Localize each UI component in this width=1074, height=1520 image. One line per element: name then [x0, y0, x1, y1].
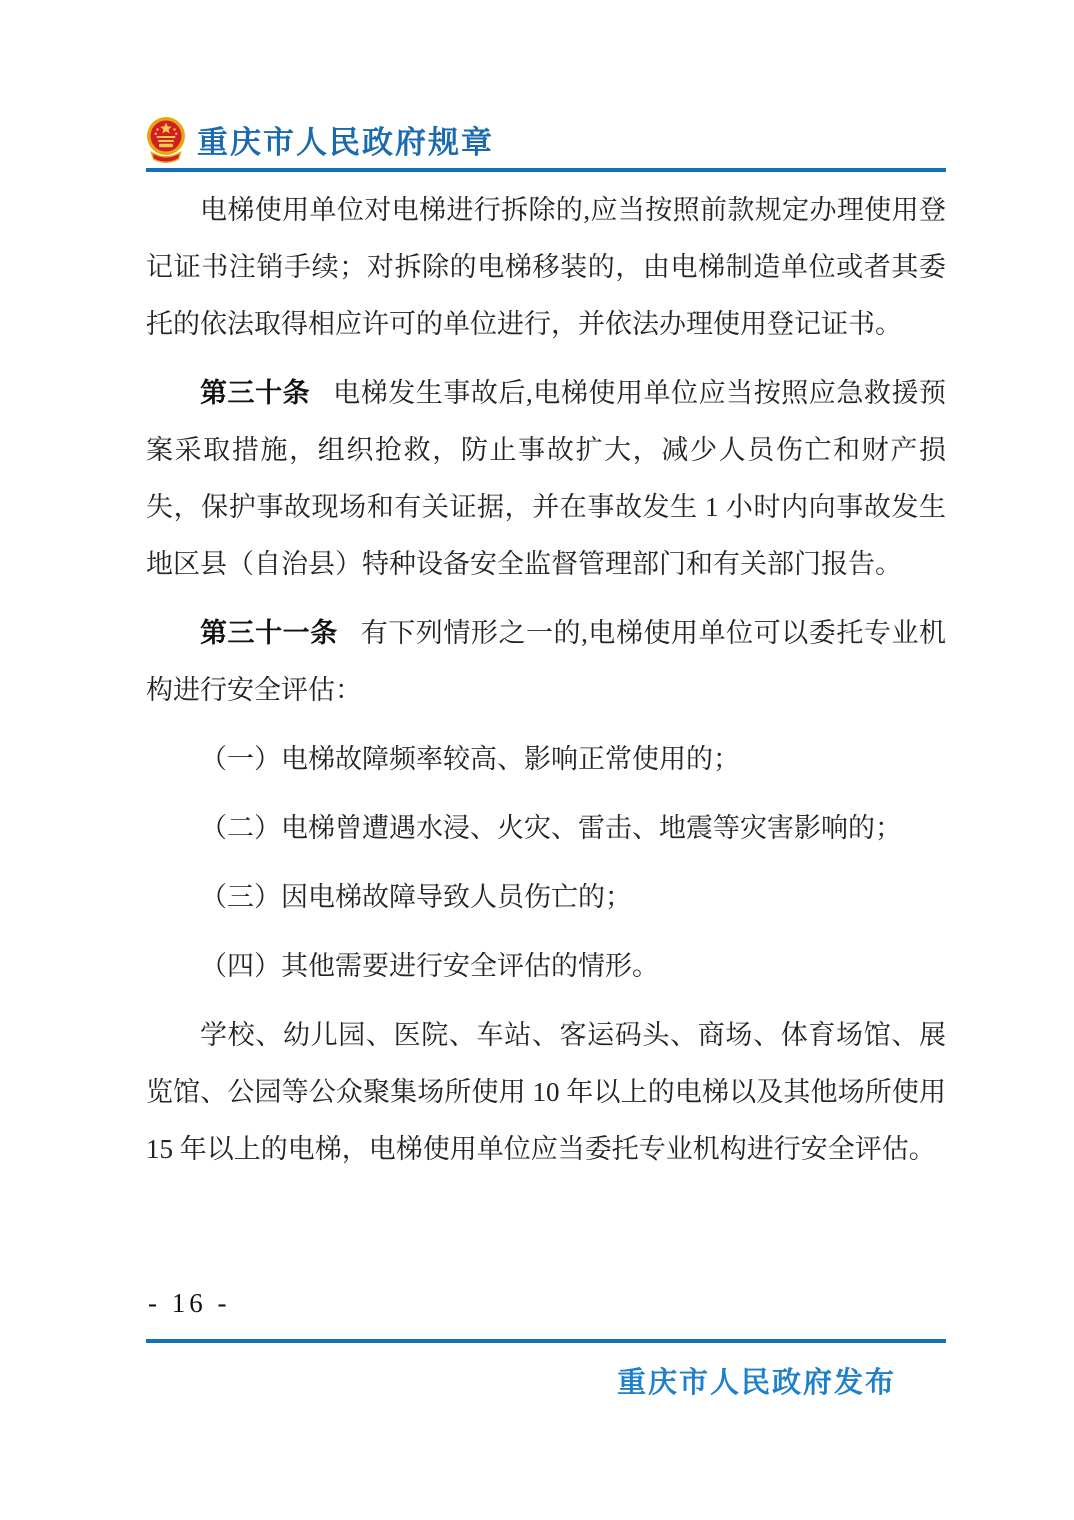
- paragraph: [146, 182, 946, 353]
- list-item: [146, 800, 946, 857]
- list-item-text: （四）其他需要进行安全评估的情形。: [200, 951, 659, 981]
- article-paragraph: [146, 365, 946, 593]
- national-emblem-icon: [146, 116, 186, 163]
- publisher-label: 重庆市人民政府发布: [616, 1367, 896, 1399]
- paragraph-text: 电梯发生事故后,电梯使用单位应当按照应急救援预案采取措施，组织抢救，防止事故扩大，减少人员伤亡和财产损失，保护事故现场和有关证据，并在事故发生 1 小时内向事故发生地区县（自治县）特种设备安全监督管理部门和有关部门报告。: [146, 378, 947, 579]
- list-item: [146, 869, 946, 926]
- page-number: - 16 -: [148, 1288, 231, 1318]
- article-number: 第三十一条: [200, 618, 338, 648]
- paragraph: [146, 1007, 946, 1178]
- list-item-text: （一）电梯故障频率较高、影响正常使用的；: [200, 744, 740, 774]
- list-item-text: （三）因电梯故障导致人员伤亡的；: [200, 882, 632, 912]
- article-paragraph: [146, 605, 946, 719]
- content-column: [146, 0, 946, 1190]
- paragraph-text: 有下列情形之一的,电梯使用单位可以委托专业机构进行安全评估：: [146, 618, 947, 705]
- header-divider: [146, 168, 946, 172]
- article-number: 第三十条: [200, 378, 311, 408]
- list-item: [146, 731, 946, 788]
- footer-divider: [146, 1339, 946, 1343]
- page-title: 重庆市人民政府规章: [197, 124, 494, 160]
- paragraph-text: 学校、幼儿园、医院、车站、客运码头、商场、体育场馆、展览馆、公园等公众聚集场所使用 10 年以上的电梯以及其他场所使用 15 年以上的电梯，电梯使用单位应当委托专业机构进行安全评估。: [146, 1020, 946, 1164]
- list-item-text: （二）电梯曾遭遇水浸、火灾、雷击、地震等灾害影响的；: [200, 813, 902, 843]
- paragraph-text: 电梯使用单位对电梯进行拆除的,应当按照前款规定办理使用登记证书注销手续；对拆除的电梯移装的，由电梯制造单位或者其委托的依法取得相应许可的单位进行，并依法办理使用登记证书。: [146, 195, 946, 339]
- document-body: [146, 182, 946, 1178]
- document-header: [146, 114, 946, 164]
- list-item: [146, 938, 946, 995]
